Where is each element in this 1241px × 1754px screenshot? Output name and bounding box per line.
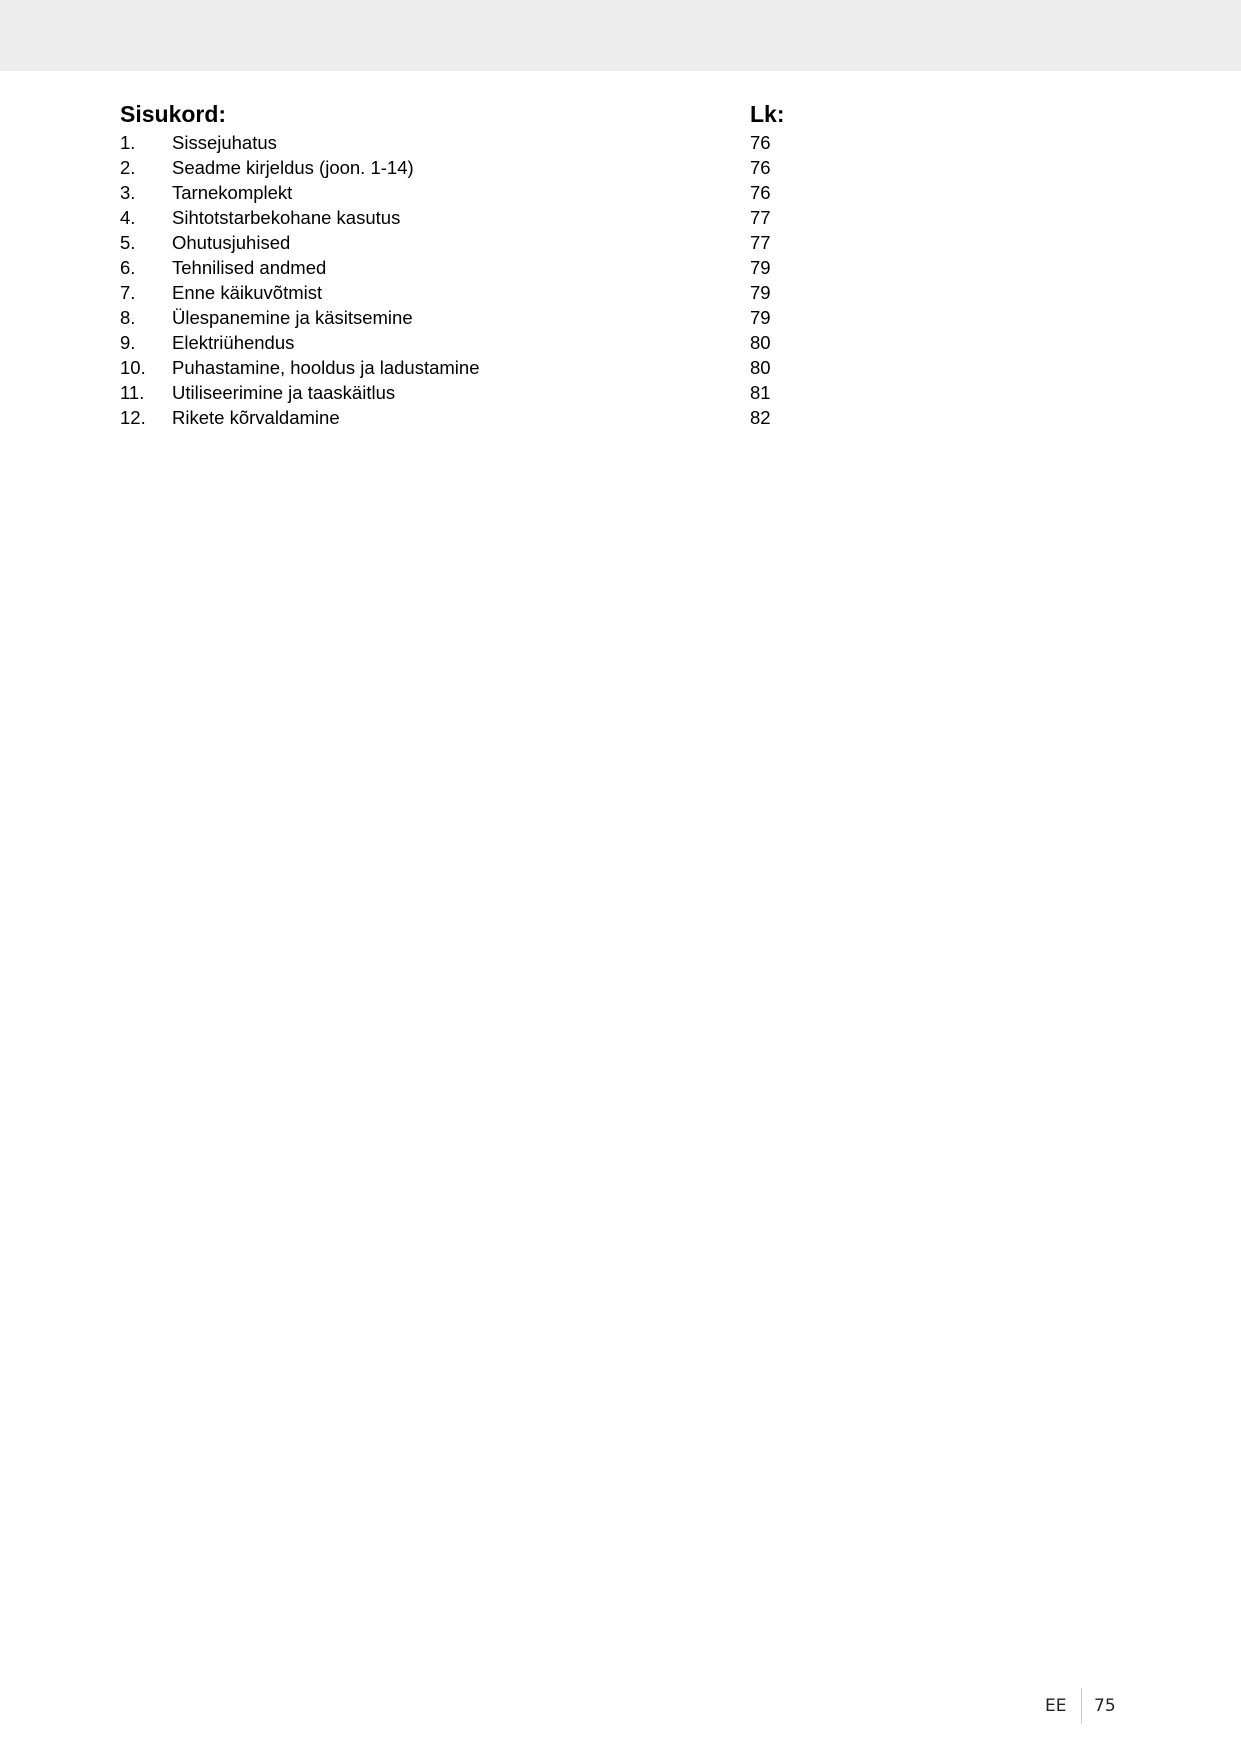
toc-entry[interactable] bbox=[120, 205, 800, 230]
toc-entry-number: 12. bbox=[120, 407, 146, 428]
toc-entry[interactable] bbox=[120, 155, 800, 180]
toc-entry[interactable] bbox=[120, 180, 800, 205]
toc-entry-number: 1. bbox=[120, 132, 136, 153]
toc-entry-page: 76 bbox=[750, 157, 771, 178]
toc-entry-page: 79 bbox=[750, 307, 771, 328]
toc-header bbox=[120, 100, 800, 130]
toc-entry[interactable] bbox=[120, 380, 800, 405]
toc-entry-number: 9. bbox=[120, 332, 136, 353]
toc-entry[interactable] bbox=[120, 130, 800, 155]
toc-entry-title: Ohutusjuhised bbox=[172, 232, 291, 253]
toc-entry-title: Puhastamine, hooldus ja ladustamine bbox=[172, 357, 480, 378]
toc-entry-title: Tarnekomplekt bbox=[172, 182, 293, 203]
toc-entry-number: 3. bbox=[120, 182, 136, 203]
toc-entry-title: Tehnilised andmed bbox=[172, 257, 327, 278]
toc-entry-page: 80 bbox=[750, 357, 771, 378]
toc-entry[interactable] bbox=[120, 305, 800, 330]
toc-entry-number: 5. bbox=[120, 232, 136, 253]
toc-entry-page: 79 bbox=[750, 257, 771, 278]
toc-entry-number: 11. bbox=[120, 382, 145, 403]
toc-entry-title: Sissejuhatus bbox=[172, 132, 277, 153]
toc-entry-number: 8. bbox=[120, 307, 136, 328]
toc-list bbox=[120, 130, 800, 430]
toc-entry[interactable] bbox=[120, 280, 800, 305]
footer-divider bbox=[1081, 1688, 1082, 1724]
language-code: EE bbox=[1045, 1696, 1067, 1716]
toc-entry[interactable] bbox=[120, 255, 800, 280]
page-number: 75 bbox=[1094, 1696, 1116, 1716]
toc-entry-title: Utiliseerimine ja taaskäitlus bbox=[172, 382, 396, 403]
toc-entry-number: 7. bbox=[120, 282, 136, 303]
toc-entry-title: Sihtotstarbekohane kasutus bbox=[172, 207, 401, 228]
toc-entry-page: 76 bbox=[750, 132, 771, 153]
toc-entry[interactable] bbox=[120, 330, 800, 355]
toc-page-column-header: Lk: bbox=[750, 101, 785, 127]
toc-entry-page: 82 bbox=[750, 407, 771, 428]
toc-entry[interactable] bbox=[120, 230, 800, 255]
toc-entry-page: 79 bbox=[750, 282, 771, 303]
toc-title: Sisukord: bbox=[120, 101, 227, 127]
toc-entry-title: Rikete kõrvaldamine bbox=[172, 407, 340, 428]
toc-entry[interactable] bbox=[120, 405, 800, 430]
toc-entry[interactable] bbox=[120, 355, 800, 380]
toc-entry-page: 77 bbox=[750, 207, 771, 228]
toc-entry-number: 4. bbox=[120, 207, 136, 228]
toc-entry-title: Ülespanemine ja käsitsemine bbox=[172, 307, 413, 328]
toc-entry-number: 2. bbox=[120, 157, 136, 178]
toc-entry-title: Enne käikuvõtmist bbox=[172, 282, 323, 303]
toc-entry-title: Seadme kirjeldus (joon. 1-14) bbox=[172, 157, 414, 178]
toc-entry-number: 10. bbox=[120, 357, 146, 378]
table-of-contents bbox=[120, 100, 800, 430]
toc-entry-page: 77 bbox=[750, 232, 771, 253]
toc-entry-page: 80 bbox=[750, 332, 771, 353]
toc-entry-page: 81 bbox=[750, 382, 771, 403]
toc-entry-page: 76 bbox=[750, 182, 771, 203]
toc-entry-title: Elektriühendus bbox=[172, 332, 295, 353]
header-band bbox=[0, 0, 1241, 71]
toc-entry-number: 6. bbox=[120, 257, 136, 278]
